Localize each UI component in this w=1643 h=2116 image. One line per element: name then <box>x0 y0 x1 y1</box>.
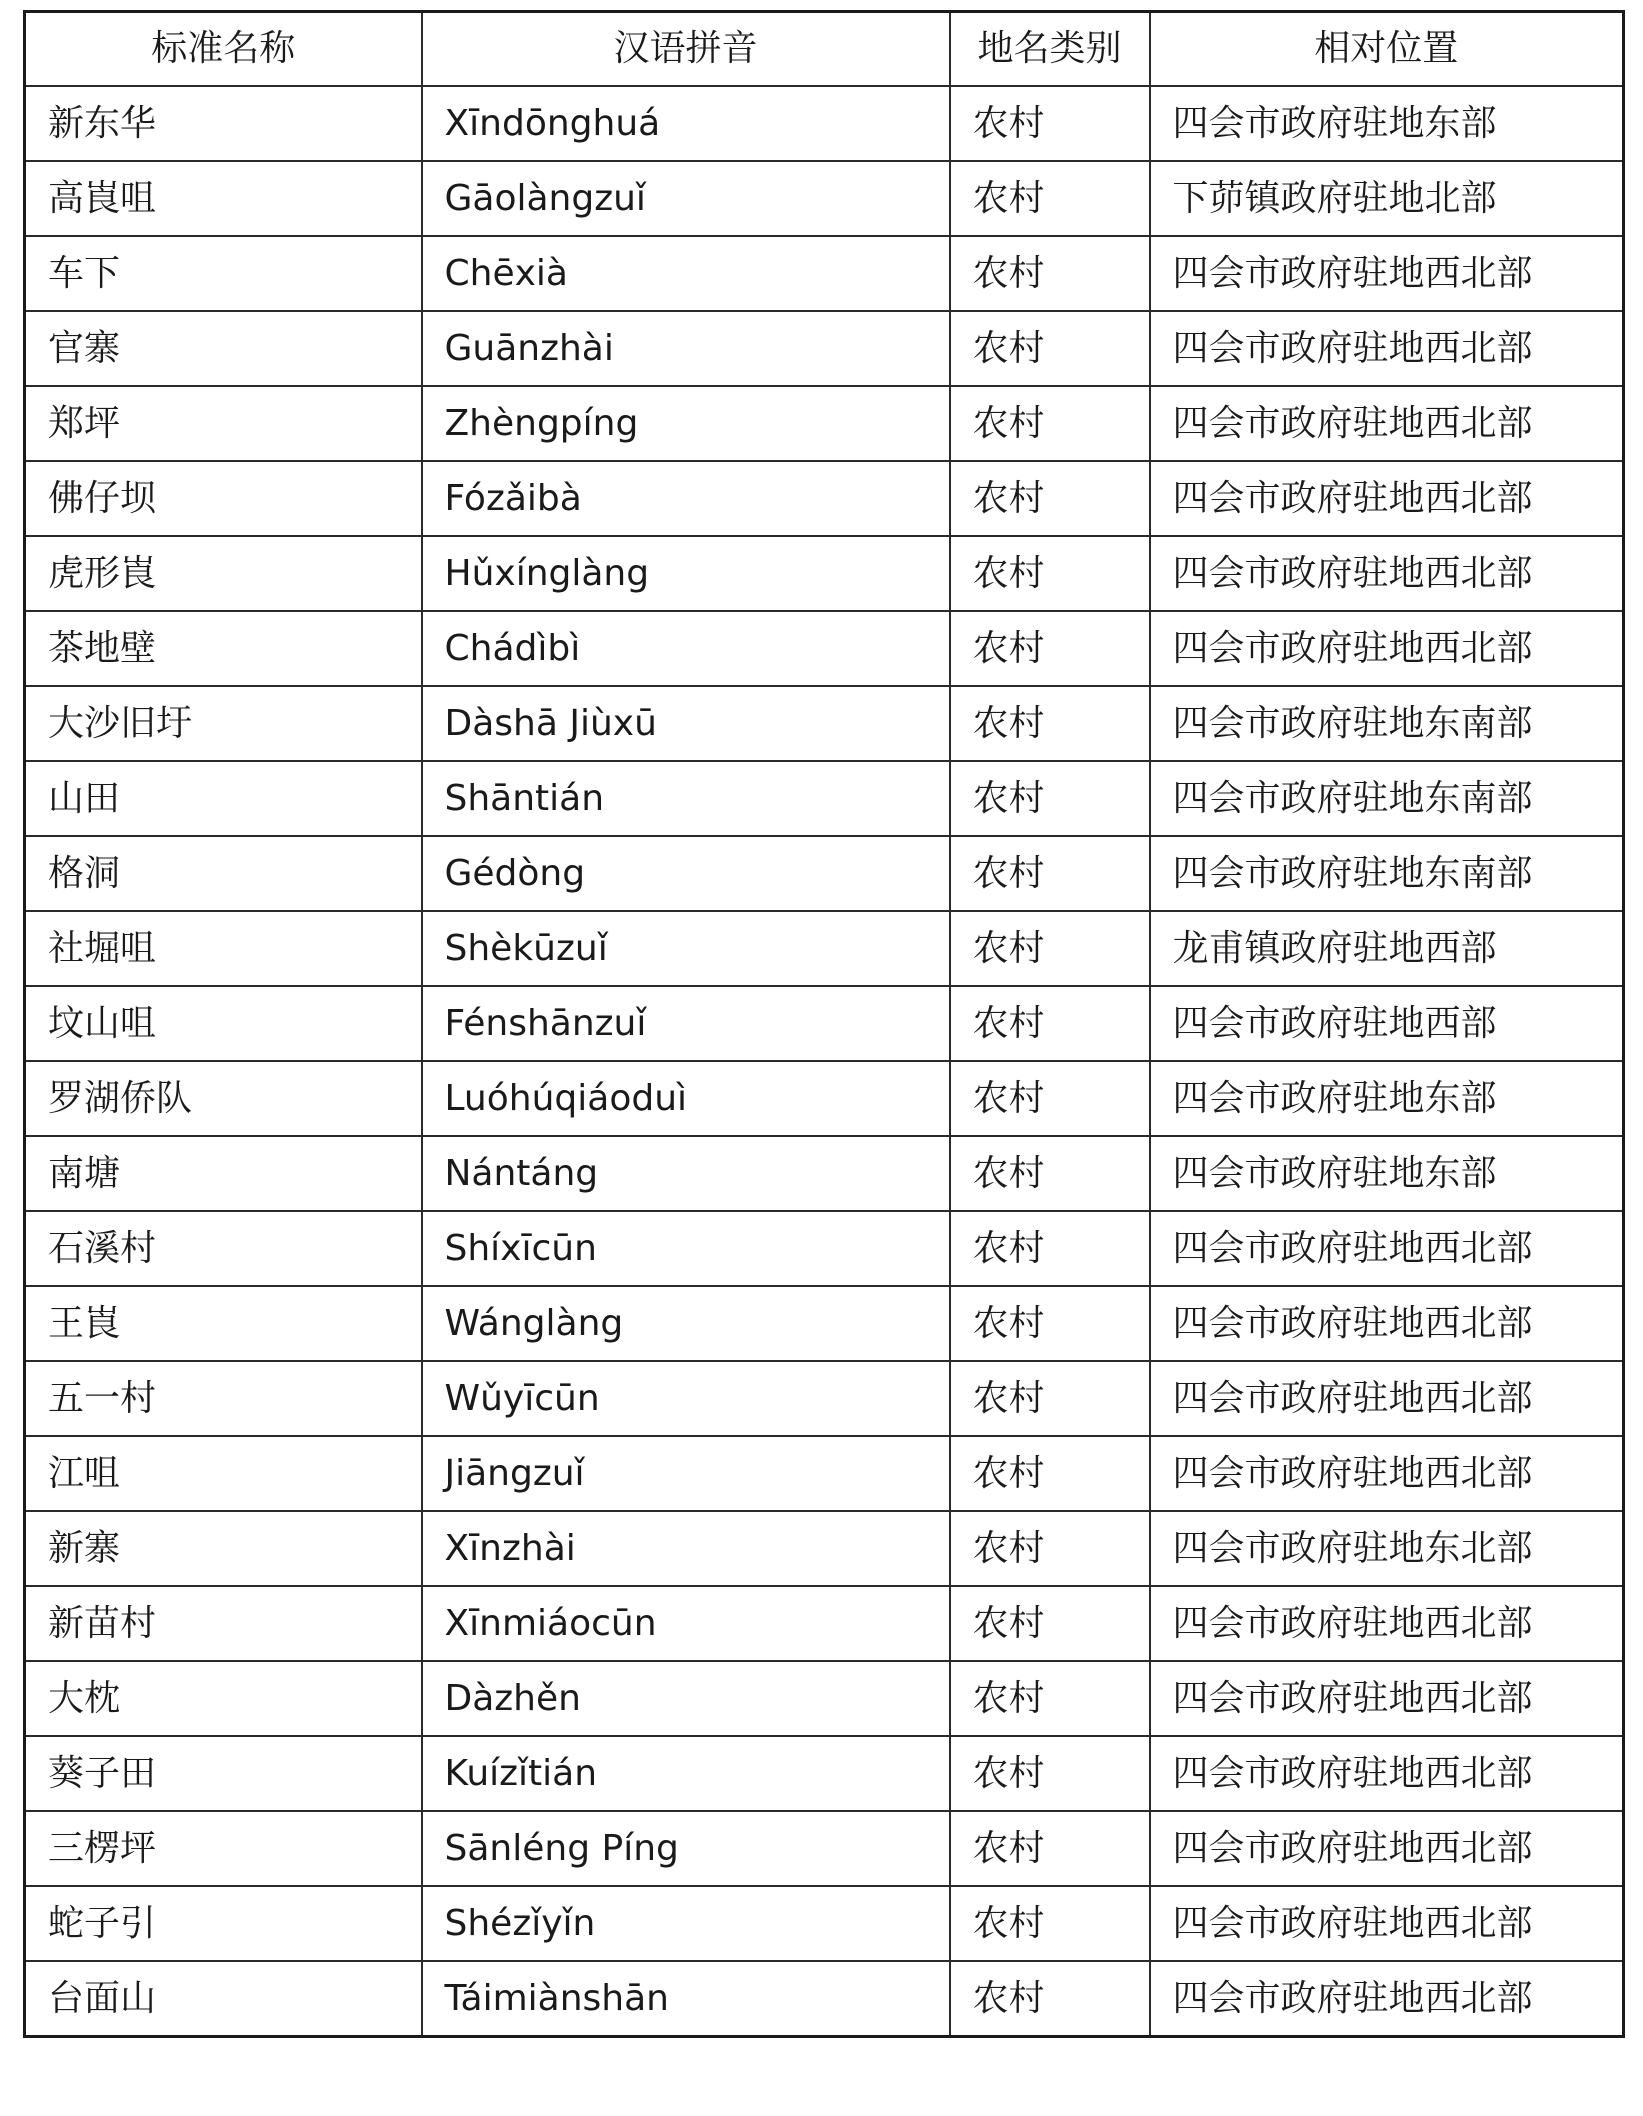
cell-relative-location: 四会市政府驻地西北部 <box>1150 1736 1624 1811</box>
cell-standard-name: 葵子田 <box>25 1736 422 1811</box>
cell-relative-location: 四会市政府驻地西北部 <box>1150 311 1624 386</box>
table-row <box>25 161 1624 236</box>
cell-standard-name: 茶地壁 <box>25 611 422 686</box>
cell-category: 农村 <box>950 236 1150 311</box>
table-row <box>25 686 1624 761</box>
cell-category: 农村 <box>950 1886 1150 1961</box>
cell-relative-location: 四会市政府驻地西北部 <box>1150 461 1624 536</box>
cell-relative-location: 四会市政府驻地东部 <box>1150 86 1624 161</box>
cell-relative-location: 四会市政府驻地西北部 <box>1150 536 1624 611</box>
cell-standard-name: 石溪村 <box>25 1211 422 1286</box>
cell-category: 农村 <box>950 986 1150 1061</box>
place-name-table-container <box>23 10 1622 2038</box>
table-row <box>25 536 1624 611</box>
table-row <box>25 1286 1624 1361</box>
cell-standard-name: 官寨 <box>25 311 422 386</box>
cell-standard-name: 台面山 <box>25 1961 422 2037</box>
table-row <box>25 1886 1624 1961</box>
cell-category: 农村 <box>950 1586 1150 1661</box>
cell-standard-name: 三楞坪 <box>25 1811 422 1886</box>
cell-category: 农村 <box>950 1511 1150 1586</box>
cell-relative-location: 下茆镇政府驻地北部 <box>1150 161 1624 236</box>
cell-category: 农村 <box>950 86 1150 161</box>
cell-relative-location: 四会市政府驻地西北部 <box>1150 1811 1624 1886</box>
cell-standard-name: 郑坪 <box>25 386 422 461</box>
table-row <box>25 1511 1624 1586</box>
cell-pinyin: Shāntián <box>422 761 950 836</box>
cell-standard-name: 高崀咀 <box>25 161 422 236</box>
cell-category: 农村 <box>950 1286 1150 1361</box>
cell-standard-name: 新苗村 <box>25 1586 422 1661</box>
cell-pinyin: Gédòng <box>422 836 950 911</box>
cell-pinyin: Xīnzhài <box>422 1511 950 1586</box>
cell-category: 农村 <box>950 536 1150 611</box>
column-header-category: 地名类别 <box>950 12 1150 87</box>
cell-relative-location: 四会市政府驻地西北部 <box>1150 1586 1624 1661</box>
cell-category: 农村 <box>950 611 1150 686</box>
cell-standard-name: 新寨 <box>25 1511 422 1586</box>
table-row <box>25 386 1624 461</box>
cell-category: 农村 <box>950 1136 1150 1211</box>
cell-standard-name: 佛仔坝 <box>25 461 422 536</box>
cell-relative-location: 四会市政府驻地东南部 <box>1150 686 1624 761</box>
cell-category: 农村 <box>950 1811 1150 1886</box>
header-row <box>25 12 1624 87</box>
table-row <box>25 311 1624 386</box>
cell-relative-location: 四会市政府驻地西北部 <box>1150 1211 1624 1286</box>
table-row <box>25 1811 1624 1886</box>
table-row <box>25 1436 1624 1511</box>
table-header <box>25 12 1624 87</box>
cell-category: 农村 <box>950 1061 1150 1136</box>
cell-pinyin: Kuízǐtián <box>422 1736 950 1811</box>
cell-standard-name: 大沙旧圩 <box>25 686 422 761</box>
table-row <box>25 1061 1624 1136</box>
cell-standard-name: 大枕 <box>25 1661 422 1736</box>
cell-relative-location: 四会市政府驻地东部 <box>1150 1136 1624 1211</box>
cell-category: 农村 <box>950 386 1150 461</box>
cell-relative-location: 四会市政府驻地东北部 <box>1150 1511 1624 1586</box>
cell-standard-name: 南塘 <box>25 1136 422 1211</box>
table-row <box>25 1736 1624 1811</box>
table-row <box>25 1661 1624 1736</box>
cell-relative-location: 四会市政府驻地西北部 <box>1150 1961 1624 2037</box>
cell-category: 农村 <box>950 1736 1150 1811</box>
cell-pinyin: Fózǎibà <box>422 461 950 536</box>
cell-relative-location: 四会市政府驻地东部 <box>1150 1061 1624 1136</box>
cell-relative-location: 四会市政府驻地西北部 <box>1150 1886 1624 1961</box>
cell-pinyin: Xīnmiáocūn <box>422 1586 950 1661</box>
cell-pinyin: Jiāngzuǐ <box>422 1436 950 1511</box>
cell-standard-name: 坟山咀 <box>25 986 422 1061</box>
cell-category: 农村 <box>950 1361 1150 1436</box>
cell-pinyin: Luóhúqiáoduì <box>422 1061 950 1136</box>
cell-standard-name: 江咀 <box>25 1436 422 1511</box>
cell-pinyin: Táimiànshān <box>422 1961 950 2037</box>
cell-relative-location: 四会市政府驻地西北部 <box>1150 236 1624 311</box>
cell-pinyin: Shèkūzuǐ <box>422 911 950 986</box>
cell-category: 农村 <box>950 1436 1150 1511</box>
cell-pinyin: Gāolàngzuǐ <box>422 161 950 236</box>
cell-category: 农村 <box>950 461 1150 536</box>
cell-pinyin: Chēxià <box>422 236 950 311</box>
cell-standard-name: 格洞 <box>25 836 422 911</box>
cell-relative-location: 四会市政府驻地西北部 <box>1150 1436 1624 1511</box>
cell-pinyin: Sānléng Píng <box>422 1811 950 1886</box>
cell-category: 农村 <box>950 1661 1150 1736</box>
cell-relative-location: 四会市政府驻地西北部 <box>1150 1286 1624 1361</box>
cell-standard-name: 蛇子引 <box>25 1886 422 1961</box>
cell-pinyin: Xīndōnghuá <box>422 86 950 161</box>
table-row <box>25 761 1624 836</box>
cell-standard-name: 新东华 <box>25 86 422 161</box>
cell-pinyin: Shézǐyǐn <box>422 1886 950 1961</box>
cell-standard-name: 车下 <box>25 236 422 311</box>
table-body <box>25 86 1624 2037</box>
table-row <box>25 1586 1624 1661</box>
table-row <box>25 86 1624 161</box>
cell-relative-location: 四会市政府驻地西北部 <box>1150 1361 1624 1436</box>
cell-pinyin: Fénshānzuǐ <box>422 986 950 1061</box>
table-row <box>25 836 1624 911</box>
cell-category: 农村 <box>950 1961 1150 2037</box>
cell-relative-location: 四会市政府驻地东南部 <box>1150 761 1624 836</box>
cell-pinyin: Hǔxínglàng <box>422 536 950 611</box>
cell-relative-location: 四会市政府驻地西北部 <box>1150 611 1624 686</box>
cell-pinyin: Guānzhài <box>422 311 950 386</box>
cell-pinyin: Zhèngpíng <box>422 386 950 461</box>
table-row <box>25 611 1624 686</box>
cell-category: 农村 <box>950 1211 1150 1286</box>
cell-pinyin: Chádìbì <box>422 611 950 686</box>
column-header-standard-name: 标准名称 <box>25 12 422 87</box>
cell-standard-name: 虎形崀 <box>25 536 422 611</box>
cell-relative-location: 四会市政府驻地西北部 <box>1150 386 1624 461</box>
table-row <box>25 1961 1624 2037</box>
cell-category: 农村 <box>950 161 1150 236</box>
cell-pinyin: Wǔyīcūn <box>422 1361 950 1436</box>
cell-standard-name: 王崀 <box>25 1286 422 1361</box>
place-name-table <box>23 10 1625 2038</box>
cell-standard-name: 五一村 <box>25 1361 422 1436</box>
table-row <box>25 1211 1624 1286</box>
cell-relative-location: 四会市政府驻地西北部 <box>1150 1661 1624 1736</box>
table-row <box>25 986 1624 1061</box>
cell-pinyin: Shíxīcūn <box>422 1211 950 1286</box>
table-row <box>25 1136 1624 1211</box>
cell-category: 农村 <box>950 686 1150 761</box>
table-row <box>25 236 1624 311</box>
table-row <box>25 461 1624 536</box>
column-header-relative-location: 相对位置 <box>1150 12 1624 87</box>
cell-pinyin: Dàshā Jiùxū <box>422 686 950 761</box>
column-header-pinyin: 汉语拼音 <box>422 12 950 87</box>
cell-category: 农村 <box>950 311 1150 386</box>
cell-pinyin: Nántáng <box>422 1136 950 1211</box>
table-row <box>25 911 1624 986</box>
cell-pinyin: Dàzhěn <box>422 1661 950 1736</box>
cell-relative-location: 四会市政府驻地东南部 <box>1150 836 1624 911</box>
cell-relative-location: 四会市政府驻地西部 <box>1150 986 1624 1061</box>
table-row <box>25 1361 1624 1436</box>
cell-standard-name: 社堀咀 <box>25 911 422 986</box>
cell-category: 农村 <box>950 911 1150 986</box>
cell-category: 农村 <box>950 761 1150 836</box>
cell-relative-location: 龙甫镇政府驻地西部 <box>1150 911 1624 986</box>
cell-category: 农村 <box>950 836 1150 911</box>
cell-standard-name: 罗湖侨队 <box>25 1061 422 1136</box>
cell-pinyin: Wánglàng <box>422 1286 950 1361</box>
cell-standard-name: 山田 <box>25 761 422 836</box>
